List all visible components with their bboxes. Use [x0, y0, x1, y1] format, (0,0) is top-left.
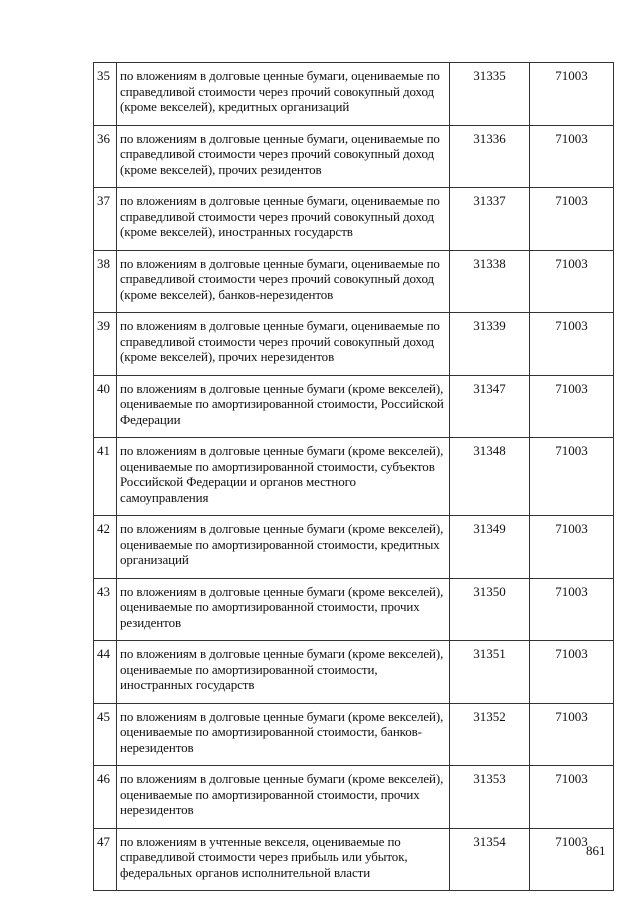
- description-cell: по вложениям в долговые ценные бумаги, оцениваемые по справедливой стоимости через прочий совокупный доход (кроме векселей), прочих резидентов: [117, 125, 450, 188]
- table-row: [94, 313, 614, 376]
- description-cell: по вложениям в долговые ценные бумаги, оцениваемые по справедливой стоимости через прочий совокупный доход (кроме векселей), иностранных государств: [117, 188, 450, 251]
- page-number: 861: [586, 843, 606, 858]
- symbol-code-cell: 71003: [530, 63, 614, 126]
- row-number-cell: 38: [94, 250, 117, 313]
- table-row: [94, 250, 614, 313]
- table-row: [94, 766, 614, 829]
- ledger-table: [93, 62, 614, 891]
- account-number-cell: 31339: [450, 313, 530, 376]
- row-number-cell: 43: [94, 578, 117, 641]
- symbol-code-cell: 71003: [530, 438, 614, 516]
- symbol-code-cell: 71003: [530, 828, 614, 891]
- symbol-code-cell: 71003: [530, 250, 614, 313]
- symbol-code-cell: 71003: [530, 703, 614, 766]
- row-number-cell: 42: [94, 516, 117, 579]
- symbol-code-cell: 71003: [530, 516, 614, 579]
- description-cell: по вложениям в долговые ценные бумаги (кроме векселей), оцениваемые по амортизированной стоимости, кредитных организаций: [117, 516, 450, 579]
- account-number-cell: 31353: [450, 766, 530, 829]
- description-cell: по вложениям в долговые ценные бумаги, оцениваемые по справедливой стоимости через прочий совокупный доход (кроме векселей), прочих нерезидентов: [117, 313, 450, 376]
- description-cell: по вложениям в долговые ценные бумаги, оцениваемые по справедливой стоимости через прочий совокупный доход (кроме векселей), банков-нерезидентов: [117, 250, 450, 313]
- symbol-code-cell: 71003: [530, 641, 614, 704]
- symbol-code-cell: 71003: [530, 125, 614, 188]
- description-cell: по вложениям в долговые ценные бумаги (кроме векселей), оцениваемые по амортизированной стоимости, иностранных государств: [117, 641, 450, 704]
- account-number-cell: 31352: [450, 703, 530, 766]
- table-row: [94, 641, 614, 704]
- row-number-cell: 46: [94, 766, 117, 829]
- symbol-code-cell: 71003: [530, 766, 614, 829]
- table-row: [94, 63, 614, 126]
- row-number-cell: 35: [94, 63, 117, 126]
- symbol-code-cell: 71003: [530, 375, 614, 438]
- description-cell: по вложениям в долговые ценные бумаги (кроме векселей), оцениваемые по амортизированной стоимости, Российской Федерации: [117, 375, 450, 438]
- description-cell: по вложениям в долговые ценные бумаги (кроме векселей), оцениваемые по амортизированной стоимости, прочих резидентов: [117, 578, 450, 641]
- table-row: [94, 516, 614, 579]
- account-number-cell: 31354: [450, 828, 530, 891]
- row-number-cell: 36: [94, 125, 117, 188]
- description-cell: по вложениям в долговые ценные бумаги (кроме векселей), оцениваемые по амортизированной стоимости, субъектов Российской Федерации и органов местного самоуправления: [117, 438, 450, 516]
- symbol-code-cell: 71003: [530, 578, 614, 641]
- row-number-cell: 47: [94, 828, 117, 891]
- account-number-cell: 31349: [450, 516, 530, 579]
- account-number-cell: 31336: [450, 125, 530, 188]
- row-number-cell: 41: [94, 438, 117, 516]
- row-number-cell: 40: [94, 375, 117, 438]
- table-row: [94, 375, 614, 438]
- symbol-code-cell: 71003: [530, 313, 614, 376]
- account-number-cell: 31350: [450, 578, 530, 641]
- description-cell: по вложениям в долговые ценные бумаги (кроме векселей), оцениваемые по амортизированной стоимости, банков-нерезидентов: [117, 703, 450, 766]
- account-number-cell: 31348: [450, 438, 530, 516]
- account-number-cell: 31347: [450, 375, 530, 438]
- ledger-body: [94, 63, 614, 891]
- account-number-cell: 31335: [450, 63, 530, 126]
- account-number-cell: 31338: [450, 250, 530, 313]
- table-row: [94, 703, 614, 766]
- account-number-cell: 31351: [450, 641, 530, 704]
- description-cell: по вложениям в учтенные векселя, оцениваемые по справедливой стоимости через прибыль или убыток, федеральных органов исполнительной власти: [117, 828, 450, 891]
- row-number-cell: 37: [94, 188, 117, 251]
- row-number-cell: 45: [94, 703, 117, 766]
- account-number-cell: 31337: [450, 188, 530, 251]
- table-row: [94, 438, 614, 516]
- table-row: [94, 578, 614, 641]
- row-number-cell: 44: [94, 641, 117, 704]
- description-cell: по вложениям в долговые ценные бумаги (кроме векселей), оцениваемые по амортизированной стоимости, прочих нерезидентов: [117, 766, 450, 829]
- table-row: [94, 828, 614, 891]
- row-number-cell: 39: [94, 313, 117, 376]
- table-row: [94, 188, 614, 251]
- table-row: [94, 125, 614, 188]
- symbol-code-cell: 71003: [530, 188, 614, 251]
- description-cell: по вложениям в долговые ценные бумаги, оцениваемые по справедливой стоимости через прочий совокупный доход (кроме векселей), кредитных организаций: [117, 63, 450, 126]
